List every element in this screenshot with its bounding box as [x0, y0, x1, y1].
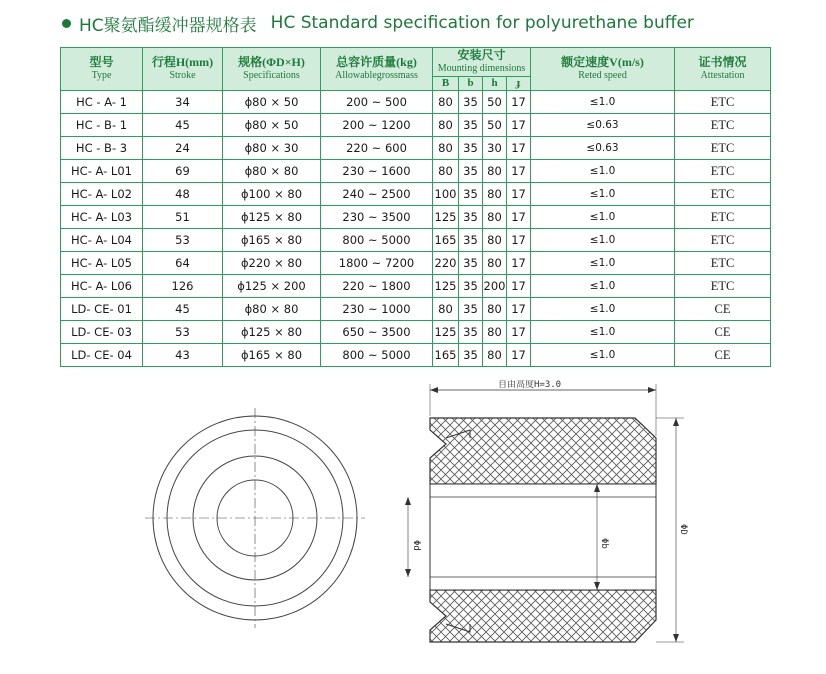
cell-f: 17 — [507, 229, 531, 252]
cell-type: LD- CE- 04 — [61, 344, 143, 367]
cell-mass: 220 ~ 600 — [321, 137, 433, 160]
cell-att: CE — [675, 321, 771, 344]
phi-d-label: Φd — [411, 540, 421, 551]
cell-f: 17 — [507, 114, 531, 137]
cell-type: HC - B- 3 — [61, 137, 143, 160]
cell-stroke: 64 — [143, 252, 223, 275]
cell-stroke: 43 — [143, 344, 223, 367]
cell-h: 80 — [483, 344, 507, 367]
cell-B: 165 — [433, 344, 459, 367]
cell-h: 80 — [483, 321, 507, 344]
cell-h: 80 — [483, 229, 507, 252]
bullet-icon — [62, 19, 71, 28]
cell-b: 35 — [459, 298, 483, 321]
cell-att: ETC — [675, 114, 771, 137]
phi-D-label: ΦD — [678, 524, 688, 535]
cell-speed: ≤1.0 — [531, 160, 675, 183]
header-stroke: 行程H(mm) Stroke — [143, 48, 223, 91]
cell-spec: ϕ220 × 80 — [223, 252, 321, 275]
cell-B: 80 — [433, 298, 459, 321]
cell-mass: 800 ~ 5000 — [321, 229, 433, 252]
cell-spec: ϕ125 × 80 — [223, 206, 321, 229]
cell-att: ETC — [675, 137, 771, 160]
header-f: ɟ — [507, 77, 531, 91]
title-en: HC Standard specification for polyurethane buffer — [270, 13, 694, 33]
cell-type: HC- A- L02 — [61, 183, 143, 206]
cell-mass: 220 ~ 1800 — [321, 275, 433, 298]
cell-type: HC- A- L04 — [61, 229, 143, 252]
table-row — [61, 298, 771, 321]
cell-att: CE — [675, 344, 771, 367]
cell-b: 35 — [459, 252, 483, 275]
table-row — [61, 344, 771, 367]
cell-att: ETC — [675, 91, 771, 114]
cell-type: HC - A- 1 — [61, 91, 143, 114]
cell-b: 35 — [459, 206, 483, 229]
cell-b: 35 — [459, 114, 483, 137]
cell-B: 80 — [433, 160, 459, 183]
cell-type: LD- CE- 03 — [61, 321, 143, 344]
cell-mass: 230 ~ 1600 — [321, 160, 433, 183]
cell-h: 80 — [483, 206, 507, 229]
cell-h: 50 — [483, 114, 507, 137]
cell-B: 80 — [433, 91, 459, 114]
cell-h: 80 — [483, 252, 507, 275]
cell-b: 35 — [459, 183, 483, 206]
header-attest: 证书情况 Attestation — [675, 48, 771, 91]
cell-att: ETC — [675, 229, 771, 252]
cell-mass: 650 ~ 3500 — [321, 321, 433, 344]
cell-f: 17 — [507, 344, 531, 367]
cell-speed: ≤1.0 — [531, 206, 675, 229]
cell-stroke: 69 — [143, 160, 223, 183]
cell-B: 80 — [433, 137, 459, 160]
cell-stroke: 53 — [143, 321, 223, 344]
cell-mass: 230 ~ 3500 — [321, 206, 433, 229]
cell-h: 80 — [483, 183, 507, 206]
table-row — [61, 321, 771, 344]
cell-type: HC- A- L03 — [61, 206, 143, 229]
cell-spec: ϕ165 × 80 — [223, 344, 321, 367]
table-row — [61, 252, 771, 275]
cell-b: 35 — [459, 344, 483, 367]
cell-spec: ϕ80 × 30 — [223, 137, 321, 160]
cell-f: 17 — [507, 183, 531, 206]
page-title — [62, 10, 694, 36]
spec-table — [60, 47, 771, 367]
cell-stroke: 126 — [143, 275, 223, 298]
cell-type: HC- A- L06 — [61, 275, 143, 298]
table-row — [61, 275, 771, 298]
cell-mass: 200 ~ 500 — [321, 91, 433, 114]
cell-spec: ϕ80 × 50 — [223, 114, 321, 137]
technical-drawing — [0, 380, 826, 670]
header-spec: 规格(ΦD×H) Specifications — [223, 48, 321, 91]
cell-stroke: 45 — [143, 298, 223, 321]
front-view-drawing — [145, 408, 365, 628]
cell-B: 125 — [433, 206, 459, 229]
cell-spec: ϕ100 × 80 — [223, 183, 321, 206]
cell-stroke: 24 — [143, 137, 223, 160]
cell-att: ETC — [675, 160, 771, 183]
cell-b: 35 — [459, 137, 483, 160]
cell-speed: ≤1.0 — [531, 229, 675, 252]
cell-spec: ϕ125 × 80 — [223, 321, 321, 344]
cell-spec: ϕ80 × 50 — [223, 91, 321, 114]
cell-B: 80 — [433, 114, 459, 137]
cell-mass: 1800 ~ 7200 — [321, 252, 433, 275]
cell-speed: ≤1.0 — [531, 298, 675, 321]
table-row — [61, 229, 771, 252]
cell-speed: ≤1.0 — [531, 252, 675, 275]
table-row — [61, 160, 771, 183]
header-row — [61, 48, 771, 77]
cell-h: 30 — [483, 137, 507, 160]
cell-att: ETC — [675, 206, 771, 229]
table-row — [61, 183, 771, 206]
cell-speed: ≤0.63 — [531, 114, 675, 137]
cell-speed: ≤1.0 — [531, 321, 675, 344]
cell-f: 17 — [507, 275, 531, 298]
cell-type: HC- A- L05 — [61, 252, 143, 275]
cell-spec: ϕ125 × 200 — [223, 275, 321, 298]
cell-f: 17 — [507, 137, 531, 160]
cell-type: HC - B- 1 — [61, 114, 143, 137]
header-b: b — [459, 77, 483, 91]
cell-spec: ϕ80 × 80 — [223, 298, 321, 321]
cell-b: 35 — [459, 229, 483, 252]
cell-speed: ≤1.0 — [531, 183, 675, 206]
cell-h: 50 — [483, 91, 507, 114]
cell-h: 80 — [483, 298, 507, 321]
cell-stroke: 48 — [143, 183, 223, 206]
height-dimension-label: 自由高度H=3.0 — [498, 380, 562, 390]
cell-att: ETC — [675, 183, 771, 206]
cell-speed: ≤1.0 — [531, 344, 675, 367]
cell-B: 100 — [433, 183, 459, 206]
cell-B: 165 — [433, 229, 459, 252]
cell-f: 17 — [507, 298, 531, 321]
cell-f: 17 — [507, 206, 531, 229]
cell-stroke: 45 — [143, 114, 223, 137]
table-row — [61, 91, 771, 114]
header-mass: 总容许质量(kg) Allowablegrossmass — [321, 48, 433, 91]
table-row — [61, 137, 771, 160]
header-h: h — [483, 77, 507, 91]
cell-h: 80 — [483, 160, 507, 183]
cell-spec: ϕ165 × 80 — [223, 229, 321, 252]
cell-B: 125 — [433, 275, 459, 298]
cell-speed: ≤1.0 — [531, 91, 675, 114]
header-speed: 额定速度V(m/s) Reted speed — [531, 48, 675, 91]
table-row — [61, 206, 771, 229]
cell-stroke: 51 — [143, 206, 223, 229]
cell-att: ETC — [675, 275, 771, 298]
table-row — [61, 114, 771, 137]
cell-b: 35 — [459, 321, 483, 344]
title-cn: HC聚氨酯缓冲器规格表 — [79, 15, 257, 36]
cell-f: 17 — [507, 91, 531, 114]
cell-b: 35 — [459, 275, 483, 298]
cell-speed: ≤0.63 — [531, 137, 675, 160]
cell-f: 17 — [507, 252, 531, 275]
header-B: B — [433, 77, 459, 91]
cell-f: 17 — [507, 160, 531, 183]
cell-B: 125 — [433, 321, 459, 344]
cell-f: 17 — [507, 321, 531, 344]
cell-mass: 200 ~ 1200 — [321, 114, 433, 137]
header-type: 型号 Type — [61, 48, 143, 91]
cell-mass: 230 ~ 1000 — [321, 298, 433, 321]
cell-b: 35 — [459, 91, 483, 114]
header-mount: 安装尺寸 Mounting dimensions — [433, 48, 531, 77]
cell-att: ETC — [675, 252, 771, 275]
cell-speed: ≤1.0 — [531, 275, 675, 298]
cell-mass: 240 ~ 2500 — [321, 183, 433, 206]
cell-mass: 800 ~ 5000 — [321, 344, 433, 367]
cell-type: HC- A- L01 — [61, 160, 143, 183]
cell-h: 200 — [483, 275, 507, 298]
phi-b-label: Φb — [599, 538, 609, 549]
cell-stroke: 34 — [143, 91, 223, 114]
section-view-drawing — [405, 380, 688, 642]
cell-att: CE — [675, 298, 771, 321]
cell-type: LD- CE- 01 — [61, 298, 143, 321]
cell-b: 35 — [459, 160, 483, 183]
table-body — [61, 91, 771, 367]
cell-spec: ϕ80 × 80 — [223, 160, 321, 183]
cell-B: 220 — [433, 252, 459, 275]
cell-stroke: 53 — [143, 229, 223, 252]
